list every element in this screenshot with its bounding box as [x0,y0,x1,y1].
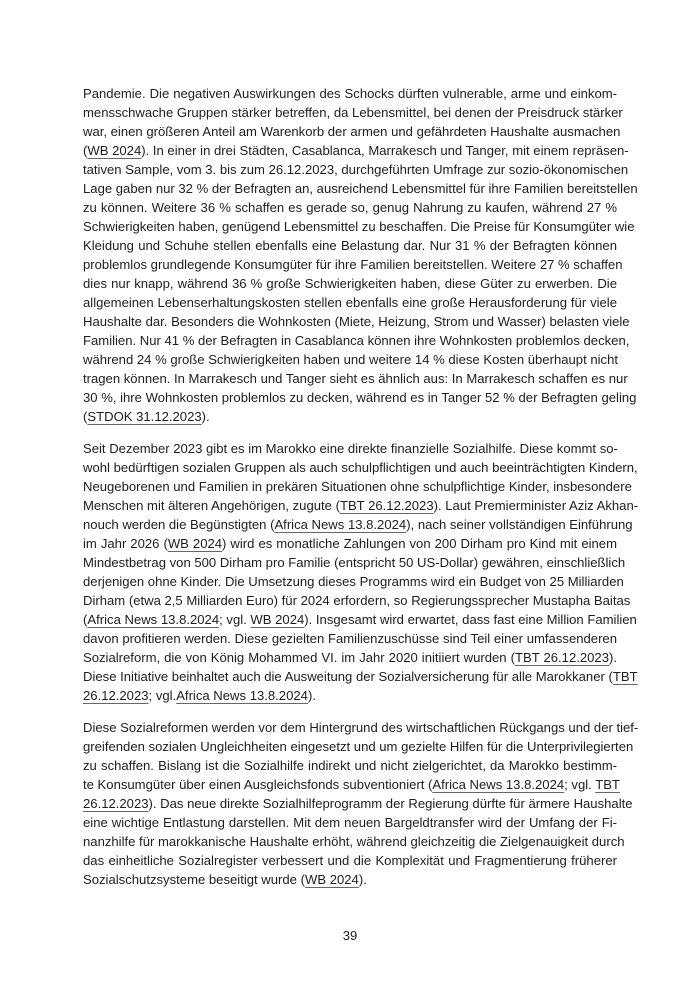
text-segment: davon profitieren werden. Diese gezielten Familienzuschüsse sind Teil einer umfassenderen [83,631,617,646]
text-segment: ( [83,409,88,424]
text-segment: im Jahr 2026 ( [83,536,168,551]
text-segment: Menschen mit älteren Angehörigen, zugute ( [83,498,340,513]
text-segment: Familien. Nur 41 % der Befragten in Casablanca können ihre Wohnkosten problemlos decken, [83,333,630,348]
text-segment: dies nur knapp, während 36 % große Schwierigkeiten haben, diese Güter zu erwerben. Die [83,276,617,291]
text-segment: ( [83,612,88,627]
text-segment: ). [358,872,367,887]
text-line [83,667,638,686]
text-line [83,534,617,553]
text-line [83,179,638,198]
paragraph [83,84,638,426]
text-segment: während 24 % große Schwierigkeiten haben und weitere 14 % diese Kosten überhaupt nicht [83,352,619,367]
text-line [83,458,638,477]
citation-link[interactable]: TBT 26.12.2023 [339,498,434,513]
citation-link[interactable]: WB 2024 [250,612,305,627]
text-line [83,103,623,122]
text-segment: mensschwache Gruppen stärker betreffen, da Lebensmittel, bei denen der Preisdruck stärker [83,105,623,120]
text-segment: ; vgl. [564,777,596,792]
citation-link[interactable]: Africa News 13.8.2024 [87,612,220,627]
text-line [83,407,617,426]
citation-link[interactable]: Africa News 13.8.2024 [432,777,565,792]
text-segment: Sozialreform, die von König Mohammed VI. im Jahr 2020 initiiert wurden ( [83,650,515,665]
citation-link[interactable]: 26.12.2023 [83,688,149,703]
text-segment: tragen können. In Marrakesch und Tanger sieht es ähnlich aus: In Marrakesch schaffen es nur [83,371,628,386]
text-segment: Haushalte dar. Besonders die Wohnkosten (Miete, Heizung, Strom und Wasser) belasten viele [83,314,630,329]
text-line [83,870,617,889]
page-body [83,84,639,902]
citation-link[interactable]: TBT 26.12.2023 [514,650,609,665]
text-segment: ). [307,688,316,703]
text-line [83,331,630,350]
text-segment: Sozialschutzsysteme beseitigt wurde ( [83,872,305,887]
text-segment: ). Insgesamt wird erwartet, dass fast eine Million Familien [304,612,637,627]
text-line [83,84,617,103]
text-segment: wohl bedürftigen sozialen Gruppen als auch schulpflichtigen und auch beeinträchtigten Kindern, [83,460,638,475]
text-segment: ) wird es monatliche Zahlungen von 200 Dirham pro Kind mit einem [222,536,617,551]
text-segment: tativen Sample, vom 3. bis zum 26.12.2023, durchgeführten Umfrage zur sozio-ökonomischen [83,162,629,177]
text-line [83,851,617,870]
text-segment: greifenden sozialen Ungleichheiten eingesetzt und um gezielte Hilfen für die Unterprivilegierten [83,739,634,754]
page-number: 39 [342,928,358,943]
text-segment: nanzhilfe für marokkanische Haushalte erhöht, während gleichzeitig die Zielgenauigkeit durch [83,834,625,849]
text-segment: ). Laut Premierminister Aziz Akhan- [433,498,639,513]
text-line [83,439,617,458]
text-segment: Kleidung und Schuhe stellen ebenfalls eine Belastung dar. Nur 31 % der Befragten können [83,238,617,253]
text-line [83,718,639,737]
text-line [83,312,630,331]
text-segment: Mindestbetrag von 500 Dirham pro Familie (entspricht 50 US-Dollar) gewähren, einschließlich [83,555,626,570]
text-line [83,274,617,293]
text-line [83,648,617,667]
text-segment: Lage gaben nur 32 % der Befragten an, ausreichend Lebensmittel für ihre Familien bereitstellen [83,181,638,196]
text-segment: Diese Sozialreformen werden vor dem Hintergrund des wirtschaftlichen Rückgangs und der tief- [83,720,639,735]
text-line [83,775,620,794]
text-segment: 30 %, ihre Wohnkosten problemlos zu decken, während es in Tanger 52 % der Befragten geling [83,390,637,405]
text-segment: te Konsumgüter über einen Ausgleichsfonds subventioniert ( [83,777,433,792]
text-segment: nouch werden die Begünstigten ( [83,517,275,532]
citation-link[interactable]: STDOK 31.12.2023 [87,409,202,424]
text-line [83,591,631,610]
text-line [83,737,634,756]
text-segment: ; vgl. [219,612,251,627]
text-segment: war, einen größeren Anteil am Warenkorb der armen und gefährdeten Haushalte ausmachen [83,124,621,139]
text-segment: Neugeborenen und Familien in prekären Situationen ohne schulpflichtige Kinder, insbesondere [83,479,632,494]
text-segment: ; vgl. [148,688,177,703]
text-segment: ). In einer in drei Städten, Casablanca, Marrakesch und Tanger, mit einem repräsen- [141,143,629,158]
text-segment: zu schaffen. Bislang ist die Sozialhilfe indirekt und nicht zielgerichtet, da Marokko bestimm- [83,758,617,773]
text-line [83,141,629,160]
citation-link[interactable]: Africa News 13.8.2024 [176,688,308,703]
citation-link[interactable]: WB 2024 [167,536,223,551]
text-line [83,293,617,312]
citation-link[interactable]: TBT [595,777,620,792]
paragraph [83,439,639,705]
text-line [83,572,624,591]
citation-link[interactable]: Africa News 13.8.2024 [274,517,407,532]
text-segment: ( [83,143,88,158]
text-line [83,756,617,775]
text-segment: eine wichtige Entlastung darstellen. Mit dem neuen Bargeldtransfer wird der Umfang der Fi- [83,815,617,830]
text-line [83,477,632,496]
text-line [83,794,633,813]
text-line [83,388,637,407]
text-segment: ), nach seiner vollständigen Einführung [406,517,633,532]
text-line [83,350,617,369]
text-line [83,255,623,274]
text-segment: ). [609,650,617,665]
text-segment: ). Das neue direkte Sozialhilfeprogramm der Regierung dürfte für ärmere Haushalte [148,796,633,811]
citation-link[interactable]: WB 2024 [87,143,142,158]
text-line [83,198,617,217]
text-segment: das einheitliche Sozialregister verbessert und die Komplexität und Fragmentierung früherer [83,853,617,868]
text-line [83,832,625,851]
text-segment: zu können. Weitere 36 % schaffen es gerade so, genug Nahrung zu kaufen, während 27 % [83,200,617,215]
text-line [83,236,617,255]
text-line [83,160,629,179]
text-line [83,629,617,648]
text-line [83,122,621,141]
text-line [83,553,626,572]
citation-link[interactable]: 26.12.2023 [83,796,149,811]
text-segment: Diese Initiative beinhaltet auch die Ausweitung der Sozialversicherung für alle Marokkaner ( [83,669,613,684]
text-segment: problemlos grundlegende Konsumgüter für ihre Familien bereitstellen. Weitere 27 % schaffen [83,257,623,272]
text-line [83,369,628,388]
text-segment: derjenigen ohne Kinder. Die Umsetzung dieses Programms wird ein Budget von 25 Milliarden [83,574,624,589]
text-line [83,610,637,629]
text-line [83,496,639,515]
text-segment: allgemeinen Lebenserhaltungskosten stellen ebenfalls eine große Herausforderung für viele [83,295,617,310]
text-line [83,813,617,832]
citation-link[interactable]: TBT [612,669,638,684]
text-segment: Pandemie. Die negativen Auswirkungen des Schocks dürften vulnerable, arme und einkom- [83,86,617,101]
text-line [83,686,617,705]
text-segment: Dirham (etwa 2,5 Milliarden Euro) für 2024 erfordern, so Regierungssprecher Mustapha Baitas [83,593,631,608]
text-segment: ). [201,409,210,424]
text-segment: Seit Dezember 2023 gibt es im Marokko eine direkte finanzielle Sozialhilfe. Diese kommt so- [83,441,618,456]
text-segment: Schwierigkeiten haben, genügend Lebensmittel zu beschaffen. Die Preise für Konsumgüter wie [83,219,635,234]
paragraph [83,718,639,889]
citation-link[interactable]: WB 2024 [304,872,359,887]
text-line [83,217,635,236]
text-line [83,515,633,534]
